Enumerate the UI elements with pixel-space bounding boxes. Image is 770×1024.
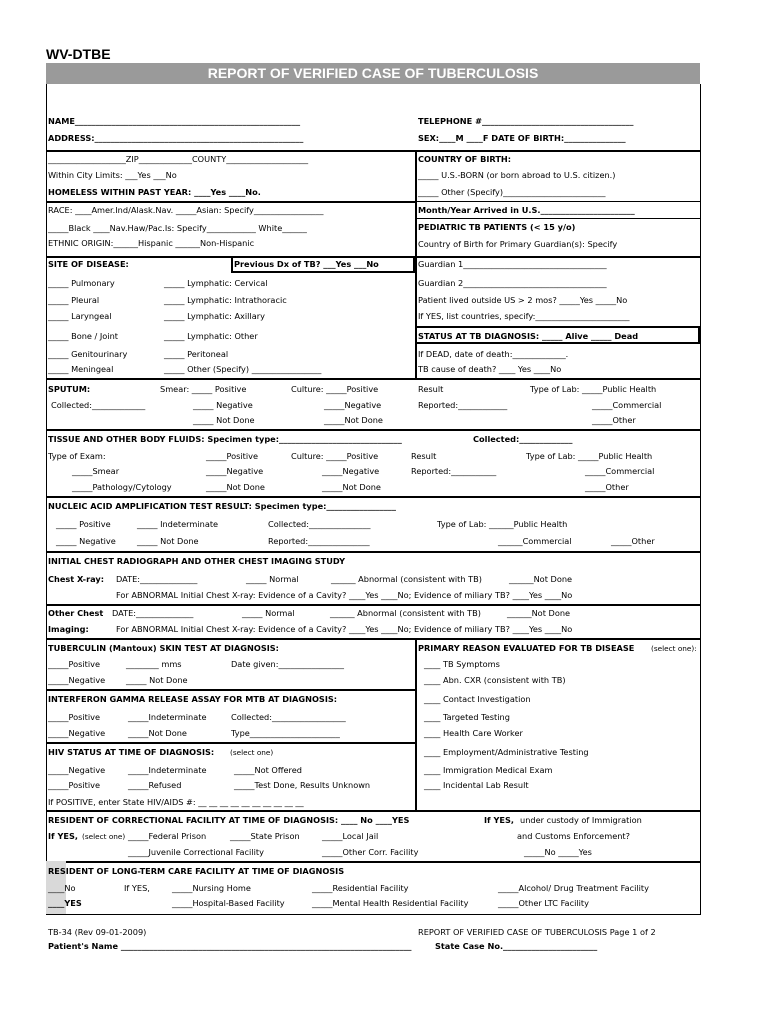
site-pulmonary[interactable]: _____ Pulmonary [48,278,115,288]
race-field[interactable]: RACE: ____Amer.Ind/Alask.Nav. _____Asian: Specify_________________ [48,205,324,215]
naat-negative[interactable]: _____ Negative [56,536,116,546]
form-border-left [46,84,47,914]
hiv-refused[interactable]: _____Refused [128,780,182,790]
tst-mms[interactable]: ________ mms [126,659,182,669]
footer-form-rev: TB-34 (Rev 09-01-2009) [48,927,147,937]
sputum-smear-notdone[interactable]: _____ Not Done [193,415,255,425]
divider-demographics [415,150,417,256]
naat-positive[interactable]: _____ Positive [56,519,111,529]
site-other[interactable]: _____ Other (Specify) _________________ [164,364,322,374]
telephone-field[interactable]: TELEPHONE #_____________________________________ [418,116,634,126]
imaging-abnormal-evidence[interactable]: For ABNORMAL Initial Chest X-ray: Evidence of a Cavity? ____Yes ____No; Evidence of miliary TB? ____Yes ____No [116,624,573,634]
tissue-collected[interactable]: Collected:_____________ [473,434,573,444]
igra-collected[interactable]: Collected:__________________ [231,712,346,722]
site-lymph-axillary[interactable]: _____ Lymphatic: Axillary [164,311,265,321]
rule-igra [46,742,415,744]
imaging-label: Imaging: [48,624,89,634]
site-lymph-other[interactable]: _____ Lymphatic: Other [164,331,258,341]
immigration-custody-label: under custody of Immigration [520,815,642,825]
correctional-if-yes: If YES, [48,831,78,841]
tissue-negative[interactable]: _____Negative [206,466,264,476]
site-peritoneal[interactable]: _____ Peritoneal [164,349,229,359]
rule-country [415,201,700,202]
naat-collected[interactable]: Collected:_______________ [268,519,371,529]
reason-employment[interactable]: ____ Employment/Administrative Testing [424,747,589,757]
divider-site [415,256,417,378]
ltc-if-yes: If YES, [124,883,150,893]
sputum-culture-notdone[interactable]: _____Not Done [324,415,383,425]
igra-negative[interactable]: _____Negative [48,728,106,738]
chest-imaging-heading: INITIAL CHEST RADIOGRAPH AND OTHER CHEST IMAGING STUDY [48,556,346,566]
igra-label: INTERFERON GAMMA RELEASE ASSAY FOR MTB AT DIAGNOSIS: [48,694,338,704]
rule-imaging [46,638,700,640]
race-field-2[interactable]: _____Black ____Nav.Haw/Pac.Is: Specify____________ White______ [48,223,307,233]
tissue-notdone[interactable]: _____Not Done [206,482,265,492]
reason-targeted[interactable]: ____ Targeted Testing [424,712,510,722]
imaging-date[interactable]: DATE:______________ [112,608,194,618]
tissue-label[interactable]: TISSUE AND OTHER BODY FLUIDS: Specimen type:______________________________ [48,434,402,444]
previous-dx-field[interactable]: Previous Dx of TB? ___Yes ___No [234,259,379,269]
sputum-reported[interactable]: Reported:____________ [418,400,508,410]
xray-notdone[interactable]: ______Not Done [509,574,573,584]
imaging-normal[interactable]: _____ Normal [242,608,295,618]
hiv-state-number[interactable]: If POSITIVE, enter State HIV/AIDS #: __ __ __ __ __ __ __ __ __ __ [48,797,304,807]
sputum-lab-public[interactable]: Type of Lab: _____Public Health [530,384,657,394]
rule-sputum [46,429,700,431]
imaging-abnormal[interactable]: ______ Abnormal (consistent with TB) [330,608,481,618]
site-bone-joint[interactable]: _____ Bone / Joint [48,331,118,341]
naat-lab-commercial[interactable]: ______Commercial [498,536,572,546]
primary-reason-label: PRIMARY REASON EVALUATED FOR TB DISEASE [418,643,635,653]
us-born-field[interactable]: _____ U.S.-BORN (or born abroad to U.S. citizen.) [418,170,616,180]
date-of-death-field[interactable]: If DEAD, date of death:_____________. [418,349,569,359]
corr-federal-prison[interactable]: _____Federal Prison [128,831,207,841]
ltc-other[interactable]: _____Other LTC Facility [498,898,589,908]
reason-abn-cxr[interactable]: ____ Abn. CXR (consistent with TB) [424,675,566,685]
ltc-hospital-based[interactable]: _____Hospital-Based Facility [172,898,285,908]
site-pleural[interactable]: _____ Pleural [48,295,100,305]
tst-negative[interactable]: _____Negative [48,675,106,685]
site-lymph-intrathoracic[interactable]: _____ Lymphatic: Intrathoracic [164,295,287,305]
igra-type[interactable]: Type______________________ [231,728,340,738]
homeless-field[interactable]: HOMELESS WITHIN PAST YEAR: ____Yes ____No. [48,187,261,197]
sputum-collected[interactable]: Collected:_____________ [51,400,146,410]
sex-dob-field[interactable]: SEX:____M ____F DATE OF BIRTH:_______________ [418,133,626,143]
tst-label: TUBERCULIN (Mantoux) SKIN TEST AT DIAGNOSIS: [48,643,279,653]
immigration-customs-label: and Customs Enforcement? [517,831,630,841]
lived-outside-us-field[interactable]: Patient lived outside US > 2 mos? _____Yes _____No [418,295,628,305]
site-meningeal[interactable]: _____ Meningeal [48,364,114,374]
sputum-smear-positive[interactable]: Smear: _____ Positive [160,384,247,394]
xray-abnormal[interactable]: ______ Abnormal (consistent with TB) [331,574,482,584]
xray-normal[interactable]: _____ Normal [246,574,299,584]
tst-notdone[interactable]: _____ Not Done [126,675,188,685]
footer-state-case-no[interactable]: State Case No._______________________ [435,941,598,951]
zip-county-field[interactable]: ___________________ZIP_____________COUNTY____________________ [48,154,309,164]
tissue-result-label: Result [411,451,437,461]
imaging-notdone[interactable]: ______Not Done [507,608,571,618]
tissue-smear[interactable]: _____Smear [72,466,120,476]
site-laryngeal[interactable]: _____ Laryngeal [48,311,112,321]
footer-page-label: REPORT OF VERIFIED CASE OF TUBERCULOSIS Page 1 of 2 [418,927,656,937]
tst-positive[interactable]: _____Positive [48,659,101,669]
tb-cause-of-death-field[interactable]: TB cause of death? ____ Yes ____No [418,364,562,374]
reason-incidental[interactable]: ____ Incidental Lab Result [424,780,529,790]
igra-indeterminate[interactable]: _____Indeterminate [128,712,207,722]
tissue-lab-other[interactable]: _____Other [585,482,629,492]
ltc-nursing-home[interactable]: _____Nursing Home [172,883,251,893]
corr-juvenile[interactable]: _____Juvenile Correctional Facility [128,847,264,857]
site-genitourinary[interactable]: _____ Genitourinary [48,349,128,359]
xray-date[interactable]: DATE:______________ [116,574,198,584]
ethnic-origin-field[interactable]: ETHNIC ORIGIN:______Hispanic ______Non-Hispanic [48,238,255,248]
form-border-right [700,84,701,914]
footer-patient-name[interactable]: Patient's Name _______________________________________________________________________ [48,941,412,951]
tissue-exam-label: Type of Exam: [48,451,106,461]
reason-contact[interactable]: ____ Contact Investigation [424,694,531,704]
tissue-pathology[interactable]: _____Pathology/Cytology [72,482,172,492]
corr-other[interactable]: _____Other Corr. Facility [322,847,419,857]
countries-list-field[interactable]: If YES, list countries, specify:_______________________ [418,311,630,321]
month-year-arrived-field[interactable]: Month/Year Arrived in U.S._______________________ [418,205,635,215]
primary-reason-select-note: (select one): [651,644,697,653]
naat-indeterminate[interactable]: _____ Indeterminate [137,519,219,529]
ltc-label: RESIDENT OF LONG-TERM CARE FACILITY AT TIME OF DIAGNOSIS [48,866,345,876]
name-field[interactable]: NAME_______________________________________________________ [48,116,301,126]
ltc-alcohol-drug[interactable]: _____Alcohol/ Drug Treatment Facility [498,883,649,893]
rule-hiv [46,810,700,812]
immigration-if-yes: If YES, [484,815,514,825]
corr-state-prison[interactable]: _____State Prison [230,831,300,841]
guardian-country-label: Country of Birth for Primary Guardian(s): Specify [418,239,618,249]
naat-lab-public[interactable]: Type of Lab: ______Public Health [437,519,568,529]
sputum-culture-negative[interactable]: _____Negative [324,400,382,410]
hiv-not-offered[interactable]: _____Not Offered [234,765,302,775]
reason-tb-symptoms[interactable]: ____ TB Symptoms [424,659,500,669]
rule-correctional [46,861,700,863]
form-border-bottom [46,914,701,915]
guardian-1-field[interactable]: Guardian 1___________________________________ [418,259,607,269]
divider-reason [415,638,417,810]
guardian-2-field[interactable]: Guardian 2___________________________________ [418,278,607,288]
tissue-reported[interactable]: Reported:___________ [411,466,497,476]
address-field[interactable]: ADDRESS:___________________________________________________ [48,133,304,143]
tissue-lab-public[interactable]: Type of Lab: _____Public Health [526,451,653,461]
sputum-label: SPUTUM: [48,384,91,394]
country-of-birth-label: COUNTRY OF BIRTH: [418,154,512,164]
rule-tst [46,689,415,691]
naat-lab-other[interactable]: _____Other [611,536,655,546]
reason-immigration[interactable]: ____ Immigration Medical Exam [424,765,553,775]
ltc-yes[interactable]: ____YES [48,898,82,908]
tissue-culture-positive[interactable]: Culture: _____Positive [291,451,379,461]
site-lymph-cervical[interactable]: _____ Lymphatic: Cervical [164,278,268,288]
rule-arrived [415,218,700,219]
rule-naat [46,551,700,553]
rule-tissue [46,496,700,498]
immigration-yes-no[interactable]: _____No _____Yes [524,847,592,857]
corr-local-jail[interactable]: _____Local Jail [322,831,379,841]
form-title-bar: REPORT OF VERIFIED CASE OF TUBERCULOSIS [46,63,700,84]
hiv-select-note: (select one) [230,748,274,757]
naat-notdone[interactable]: _____ Not Done [137,536,199,546]
naat-label[interactable]: NUCLEIC ACID AMPLIFICATION TEST RESULT: Specimen type:_________________ [48,501,396,511]
naat-reported[interactable]: Reported:_______________ [268,536,370,546]
sputum-lab-commercial[interactable]: _____Commercial [592,400,662,410]
tissue-culture-notdone[interactable]: _____Not Done [322,482,381,492]
pediatric-label: PEDIATRIC TB PATIENTS (< 15 y/o) [418,222,576,232]
hiv-label: HIV STATUS AT TIME OF DIAGNOSIS: [48,747,215,757]
hiv-indeterminate[interactable]: _____Indeterminate [128,765,207,775]
rule-xray [46,604,700,606]
tissue-positive[interactable]: _____Positive [206,451,259,461]
hiv-unknown[interactable]: _____Test Done, Results Unknown [234,780,371,790]
sputum-lab-other[interactable]: _____Other [592,415,636,425]
rule-site [46,378,700,380]
igra-positive[interactable]: _____Positive [48,712,101,722]
correctional-label[interactable]: RESIDENT OF CORRECTIONAL FACILITY AT TIME OF DIAGNOSIS: ____ No ____YES [48,815,410,825]
tissue-culture-negative[interactable]: _____Negative [322,466,380,476]
sputum-smear-negative[interactable]: _____ Negative [193,400,253,410]
sputum-culture-positive[interactable]: Culture: _____Positive [291,384,379,394]
status-field[interactable]: STATUS AT TB DIAGNOSIS: _____ Alive _____ Dead [418,331,639,341]
tissue-lab-commercial[interactable]: _____Commercial [585,466,655,476]
chest-xray-label: Chest X-ray: [48,574,104,584]
other-chest-label: Other Chest [48,608,104,618]
form-code: WV-DTBE [46,46,111,62]
reason-health-care-worker[interactable]: ____ Health Care Worker [424,728,523,738]
site-of-disease-label: SITE OF DISEASE: [48,259,129,269]
sputum-result-label: Result [418,384,444,394]
ltc-residential[interactable]: _____Residential Facility [312,883,409,893]
ltc-mental-health[interactable]: _____Mental Health Residential Facility [312,898,469,908]
ltc-no[interactable]: ____No [48,883,76,893]
xray-abnormal-evidence[interactable]: For ABNORMAL Initial Chest X-ray: Evidence of a Cavity? ____Yes ____No; Evidence of miliary TB? ____Yes ____No [116,590,573,600]
igra-notdone[interactable]: _____Not Done [128,728,187,738]
rule-homeless [46,201,415,203]
other-country-field[interactable]: _____ Other (Specify)_________________________ [418,187,606,197]
city-limits-field[interactable]: Within City Limits: ___Yes ___No [48,170,177,180]
hiv-negative[interactable]: _____Negative [48,765,106,775]
tst-date-given[interactable]: Date given:________________ [231,659,344,669]
hiv-positive[interactable]: _____Positive [48,780,101,790]
rule-address [46,150,700,152]
correctional-select-note: (select one) [82,832,126,841]
